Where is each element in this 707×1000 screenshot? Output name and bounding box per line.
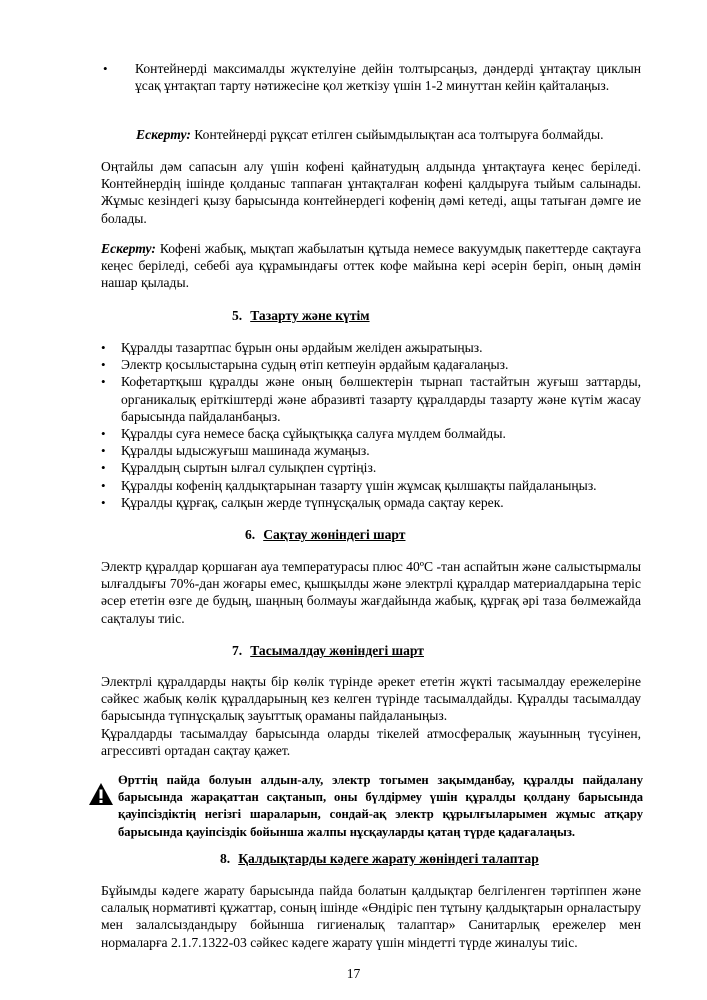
note-2 bbox=[101, 240, 641, 292]
section-5-number: 5. bbox=[232, 308, 243, 323]
warning-triangle-svg bbox=[88, 782, 114, 806]
bullet-dot-icon: • bbox=[101, 477, 106, 493]
section-8-text: Бұйымды кәдеге жарату барысында пайда болатын қалдықтар белгіленген тәртіппен және салалық нормативті құжаттар, соның ішінде «Өндіріс пен тұтыну қалдықтарын орналастыру мен залалсыздандыру бойынша гигиеналық талаптар» Санитарлық ережелер мен нормаларға 2.1.7.1322-03 сәйкес кәдеге жарату үшін міндетті түрде жиналуы тиіс. bbox=[101, 883, 641, 950]
list-item bbox=[101, 356, 641, 373]
section-7-number: 7. bbox=[232, 643, 243, 658]
list-item-text: Құралды кофенің қалдықтарынан тазарту үшін жұмсақ қылшақты пайдаланыңыз. bbox=[121, 477, 597, 493]
section-7-title: Тасымалдау жөніндегі шарт bbox=[250, 643, 424, 658]
note-2-label: Ескерту: bbox=[101, 241, 156, 256]
section-7-heading bbox=[232, 642, 424, 659]
section-6-heading bbox=[245, 526, 405, 543]
list-item bbox=[101, 442, 641, 459]
bullet-dot-icon: • bbox=[101, 443, 106, 459]
section-7-body bbox=[101, 673, 641, 759]
note-1 bbox=[136, 126, 656, 143]
list-item-text: Электр қосылыстарына судың өтіп кетпеуін әрдайым қадағалаңыз. bbox=[121, 357, 509, 373]
paragraph-1: Оңтайлы дәм сапасын алу үшін кофені қайнатудың алдында ұнтақтауға кеңес беріледі. Контейнердің ішінде қолданыс таппаған ұнтақталған кофені қалдыруға тыйым салынады. Жұмыс кезіндегі қызу барысында контейнердегі кофенің дәмі кетеді, ащы татыған дәмге ие болады. bbox=[101, 159, 641, 226]
bullet-dot-icon: • bbox=[101, 494, 106, 510]
list-item-text: Құралдың сыртын ылғал сулықпен сүртіңіз. bbox=[121, 460, 377, 476]
list-item bbox=[101, 373, 641, 425]
note-2-text: Кофені жабық, мықтап жабылатын құтыда немесе вакуумдық пакеттерде сақтауға кеңес беріледі, себебі ауа құрамындағы оттек кофе майына кері әсерін беріп, оның дәмін нашар қылады. bbox=[101, 241, 641, 291]
list-item-text: Құралды суға немесе басқа сұйықтыққа салуға мүлдем болмайды. bbox=[121, 426, 506, 442]
page-number: 17 bbox=[346, 966, 361, 981]
section-5-title: Тазарту және күтім bbox=[250, 308, 370, 323]
intro-bullet bbox=[101, 60, 641, 94]
bullet-dot-icon: • bbox=[101, 426, 106, 442]
section-8-title: Қалдықтарды кәдеге жарату жөніндегі талаптар bbox=[238, 851, 539, 866]
list-item-text: Құралды құрғақ, салқын жерде түпнұсқалық ормада сақтау керек. bbox=[121, 494, 504, 510]
list-item-text: Құралды ыдысжуғыш машинада жумаңыз. bbox=[121, 443, 370, 459]
section-8-number: 8. bbox=[220, 851, 231, 866]
list-item-text: Кофетартқыш құралды және оның бөлшектерін тырнап тастайтын жуғыш заттарды, органикалық еріткіштерді және абразивті тазарту құралдарды тазарту және күтім жасау барысында пайдаланбаңыз. bbox=[121, 374, 641, 424]
safety-warning bbox=[88, 772, 643, 841]
note-1-label: Ескерту: bbox=[136, 127, 191, 142]
list-item bbox=[101, 339, 641, 356]
section-6-title: Сақтау жөніндегі шарт bbox=[263, 527, 406, 542]
list-item bbox=[101, 477, 641, 494]
section-5-heading bbox=[232, 307, 370, 324]
list-item bbox=[101, 459, 641, 476]
section-7-text-1: Электрлі құралдарды нақты бір көлік түрінде әрекет ететін жүкті тасымалдау ережелеріне сәйкес жабық көлік құралдарының кез келген түрінде тасымалдайды. Құралды тасымалдау барысында түпнұсқалық зауыттық ораманы пайдаланыңыз. bbox=[101, 674, 641, 724]
warning-text: Өрттің пайда болуын алдын-алу, электр тогымен зақымданбау, құралды пайдалану барысында жарақаттан сақтанып, оны бүлдірмеу үшін құралды қолдану барысында қауіпсіздіктің негізгі шараларын, сондай-ақ электр құрылғыларымен жұмыс атқару барысында қауіпсіздік бойынша жалпы нұсқауларды қатаң түрде қадағалаңыз. bbox=[118, 773, 643, 839]
bullet-dot-icon: • bbox=[101, 460, 106, 476]
section-6-text: Электр құралдар қоршаған ауа температурасы плюс 40ºС -тан аспайтын және салыстырмалы ылғалдығы 70%-дан жоғары емес, қышқылды және электрлі құралдар материалдарына теріс әсер ететін өзге де будың, шаңның болмауы жағдайында жабық, құрғақ әрі таза бөлмежайда сақталуы тиіс. bbox=[101, 559, 641, 626]
section-6-number: 6. bbox=[245, 527, 256, 542]
list-item-text: Құралды тазартпас бұрын оны әрдайым желіден ажыратыңыз. bbox=[121, 340, 483, 355]
intro-bullet-text: Контейнерді максималды жүктелуіне дейін толтырсаңыз, дәндерді ұнтақтау циклын ұсақ ұнтақтап тарту нәтижесіне қол жеткізу үшін 1-2 минуттан кейін қайталаңыз. bbox=[135, 61, 641, 94]
note-1-text: Контейнерді рұқсат етілген сыйымдылықтан аса толтыруға болмайды. bbox=[194, 127, 604, 142]
section-5-list bbox=[101, 339, 641, 511]
section-7-text-2: Құралдарды тасымалдау барысында оларды тікелей атмосфералық жауынның түсуінен, агрессивті ортадан сақтау қажет. bbox=[101, 725, 641, 758]
bullet-dot-icon: • bbox=[101, 357, 106, 373]
bullet-dot-icon: • bbox=[101, 374, 106, 390]
list-item bbox=[101, 425, 641, 442]
bullet-dot-icon: • bbox=[101, 340, 106, 355]
bullet-dot-icon: • bbox=[103, 61, 108, 76]
section-8-heading bbox=[220, 850, 539, 867]
warning-triangle-icon bbox=[88, 772, 118, 841]
list-item bbox=[101, 494, 641, 511]
